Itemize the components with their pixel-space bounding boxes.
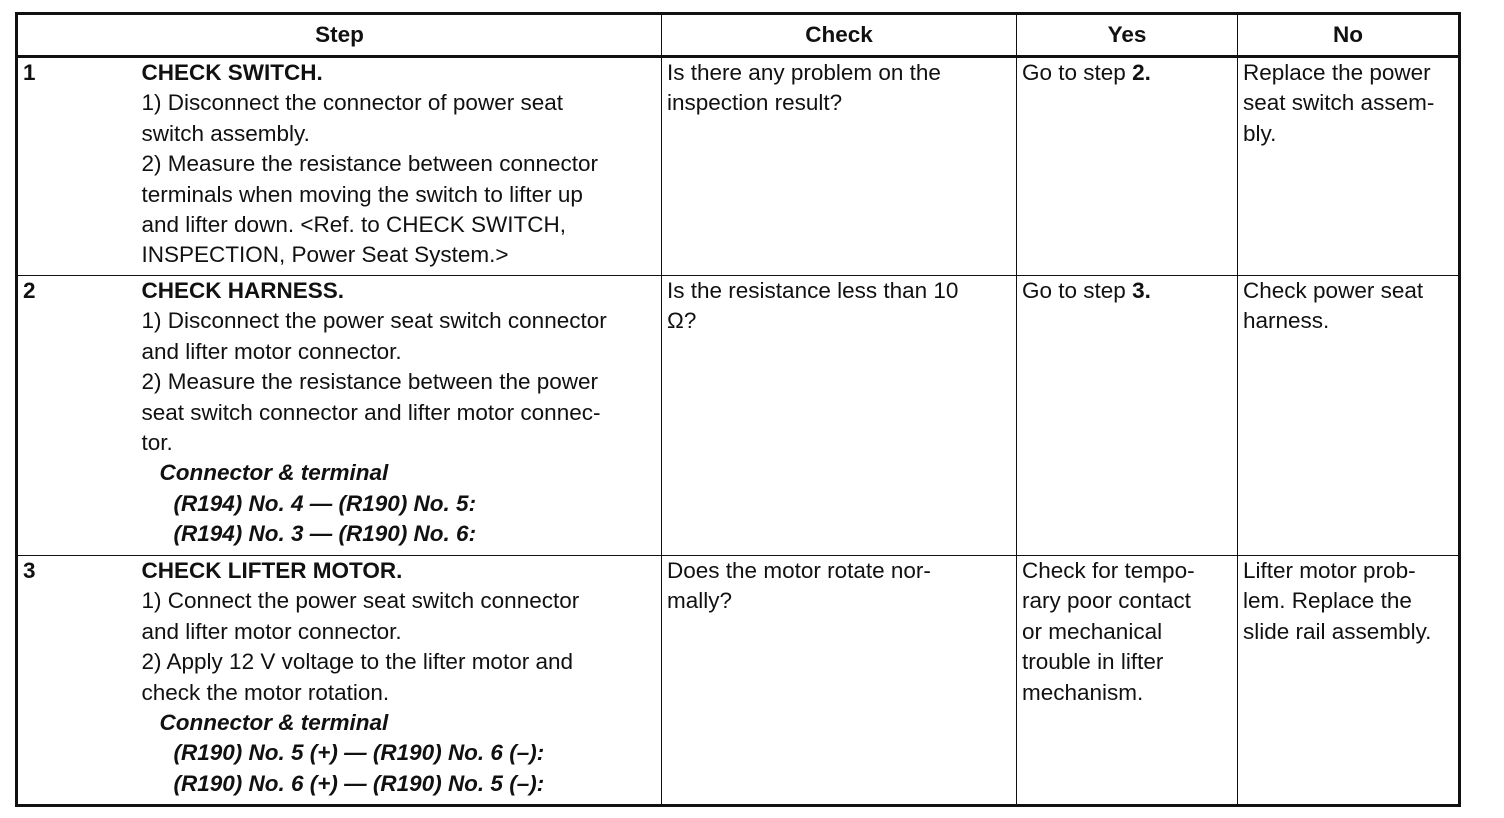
step-instruction-line: 1) Connect the power seat switch connector — [141, 588, 580, 614]
yes-line: mechanism. — [1022, 679, 1144, 705]
table-row — [17, 276, 1460, 556]
header-yes: Yes — [1017, 14, 1238, 57]
check-line: mally? — [667, 588, 733, 614]
step-instruction-line: check the motor rotation. — [141, 679, 390, 705]
no-line: bly. — [1243, 120, 1277, 146]
step-instruction-line: 1) Disconnect the connector of power seat — [141, 90, 563, 116]
step-number: 3 — [17, 556, 137, 806]
no-action — [1238, 57, 1460, 276]
header-step: Step — [17, 14, 662, 57]
no-line: lem. Replace the — [1243, 588, 1412, 614]
step-instruction-line: 2) Measure the resistance between the power — [141, 369, 599, 395]
yes-prefix: Go to step — [1022, 278, 1133, 303]
step-instruction-line: and lifter motor connector. — [141, 338, 402, 364]
yes-action — [1017, 556, 1238, 806]
yes-line: rary poor contact — [1022, 588, 1191, 614]
step-description — [137, 276, 662, 556]
step-instruction-line: and lifter down. <Ref. to CHECK SWITCH, — [141, 212, 567, 238]
step-title: CHECK LIFTER MOTOR. — [141, 558, 403, 583]
step-instruction-line: terminals when moving the switch to lifter up — [141, 181, 583, 207]
check-question — [662, 276, 1017, 556]
check-question — [662, 556, 1017, 806]
diagnostic-table — [15, 12, 1461, 807]
check-line: Ω? — [667, 308, 697, 334]
header-check: Check — [662, 14, 1017, 57]
step-instruction-line: seat switch connector and lifter motor connec- — [141, 399, 601, 425]
yes-line: trouble in lifter — [1022, 649, 1164, 675]
yes-line: Check for tempo- — [1022, 558, 1195, 583]
check-line: Is there any problem on the — [667, 60, 941, 85]
no-line: slide rail assembly. — [1243, 618, 1432, 644]
yes-prefix: Go to step — [1022, 60, 1133, 85]
step-title: CHECK HARNESS. — [141, 278, 345, 303]
yes-action — [1017, 57, 1238, 276]
step-instruction-line: and lifter motor connector. — [141, 618, 402, 644]
connector-heading: Connector & terminal — [159, 710, 389, 736]
header-no: No — [1238, 14, 1460, 57]
connector-heading: Connector & terminal — [159, 460, 389, 486]
connector-terminal-item: (R194) No. 3 — (R190) No. 6: — [173, 521, 477, 547]
connector-terminal-item: (R194) No. 4 — (R190) No. 5: — [173, 490, 477, 516]
connector-terminal-item: (R190) No. 6 (+) — (R190) No. 5 (–): — [173, 770, 545, 796]
no-line: harness. — [1243, 308, 1330, 334]
yes-step-reference: 3. — [1132, 278, 1151, 303]
step-instruction-line: 2) Measure the resistance between connector — [141, 151, 599, 177]
connector-terminal-item: (R190) No. 5 (+) — (R190) No. 6 (–): — [173, 740, 545, 766]
yes-line: or mechanical — [1022, 618, 1163, 644]
yes-step-reference: 2. — [1132, 60, 1151, 85]
step-description — [137, 556, 662, 806]
table-row — [17, 57, 1460, 276]
step-instruction-line: 2) Apply 12 V voltage to the lifter motor and — [141, 649, 573, 675]
step-instruction-line: tor. — [141, 430, 173, 456]
yes-action — [1017, 276, 1238, 556]
check-line: Does the motor rotate nor- — [667, 558, 931, 583]
step-title: CHECK SWITCH. — [141, 60, 323, 85]
no-line: Lifter motor prob- — [1243, 558, 1416, 583]
no-line: Check power seat — [1243, 278, 1424, 303]
no-line: seat switch assem- — [1243, 90, 1435, 116]
no-action — [1238, 556, 1460, 806]
step-instruction-line: switch assembly. — [141, 120, 310, 146]
no-action — [1238, 276, 1460, 556]
no-line: Replace the power — [1243, 60, 1431, 85]
step-instruction-line: 1) Disconnect the power seat switch connector — [141, 308, 607, 334]
step-number: 1 — [17, 57, 137, 276]
table-row — [17, 556, 1460, 806]
step-instruction-line: INSPECTION, Power Seat System.> — [141, 242, 509, 268]
check-question — [662, 57, 1017, 276]
step-description — [137, 57, 662, 276]
check-line: Is the resistance less than 10 — [667, 278, 959, 303]
step-number: 2 — [17, 276, 137, 556]
header-row — [17, 14, 1460, 57]
check-line: inspection result? — [667, 90, 843, 116]
